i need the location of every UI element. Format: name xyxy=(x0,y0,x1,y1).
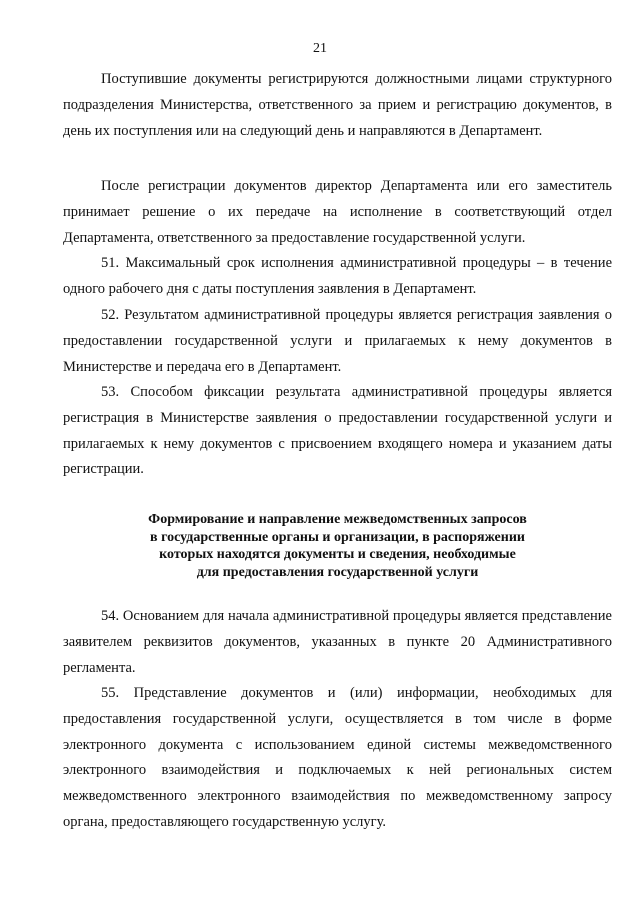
paragraph-director-decision: После регистрации документов директор Департамента или его заместитель принимает решение о их передаче на исполнение в соответствующий отдел Департамента, ответственного за предоставление государственной услуги. xyxy=(63,178,612,246)
paragraph-54: 54. Основанием для начала административной процедуры является представление заявителем реквизитов документов, указанных в пункте 20 Административного регламента. xyxy=(63,608,612,676)
paragraph-51: 51. Максимальный срок исполнения административной процедуры – в течение одного рабочего дня с даты поступления заявления в Департамент. xyxy=(63,255,612,297)
paragraph-52: 52. Результатом административной процедуры является регистрация заявления о предоставлении государственной услуги и прилагаемых к нему документов в Министерстве и передача его в Департамент. xyxy=(63,307,612,375)
section-heading-line: для предоставления государственной услуги xyxy=(196,564,479,580)
page-number: 21 xyxy=(313,41,327,56)
section-heading-line: которых находятся документы и сведения, необходимые xyxy=(159,547,516,562)
paragraph-55: 55. Представление документов и (или) информации, необходимых для предоставления государственной услуги, осуществляется в том числе в форме электронного документа с использованием единой системы межведомственного электронного взаимодействия и подключаемых к ней региональных систем межведомственного электронного взаимодействия по межведомственному запросу органа, предоставляющего государственную услугу. xyxy=(63,685,612,830)
section-heading-line: Формирование и направление межведомственных запросов xyxy=(148,512,527,527)
section-heading xyxy=(63,511,612,581)
paragraph-documents-registration: Поступившие документы регистрируются должностными лицами структурного подразделения Министерства, ответственного за прием и регистрацию документов, в день их поступления или на следующий день и направляются в Департамент. xyxy=(63,71,612,139)
section-heading-line: в государственные органы и организации, в распоряжении xyxy=(150,529,525,545)
paragraph-53: 53. Способом фиксации результата административной процедуры является регистрация в Министерстве заявления о предоставлении государственной услуги и прилагаемых к нему документов с присвоением входящего номера и указанием даты регистрации. xyxy=(63,384,612,478)
